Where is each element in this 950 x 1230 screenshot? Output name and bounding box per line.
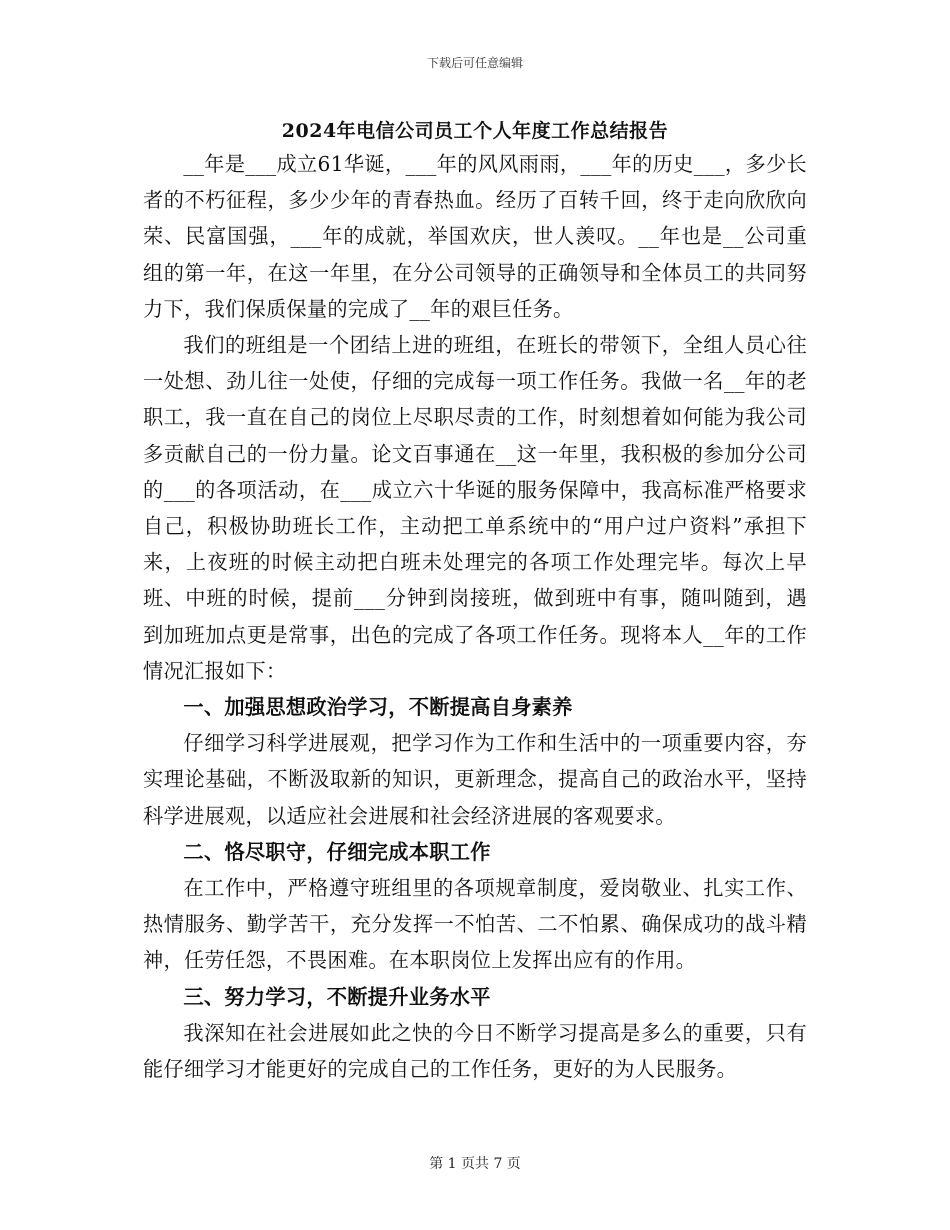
paragraph-team: 我们的班组是一个团结上进的班组，在班长的带领下，全组人员心往一处想、劲儿往一处使，仔细的完成每一项工作任务。我做一名__年的老职工，我一直在自己的岗位上尽职尽责的工作，时刻想着如何能为我公司多贡献自己的一份力量。论文百事通在__这一年里，我积极的参加分公司的___的各项活动，在___成立六十华诞的服务保障中，我高标准严格要求自己，积极协助班长工作，主动把工单系统中的“用户过户资料”承担下来，上夜班的时候主动把白班未处理完的各项工作处理完毕。每次上早班、中班的时候，提前___分钟到岗接班，做到班中有事，随叫随到，遇到加班加点更是常事，出色的完成了各项工作任务。现将本人__年的工作情况汇报如下：: [143, 333, 807, 683]
section-heading-2: 二、恪尽职守，仔细完成本职工作: [183, 839, 491, 864]
document-title: 2024年电信公司员工个人年度工作总结报告: [281, 120, 669, 142]
page-footer: 第 1 页共 7 页: [429, 1156, 521, 1172]
paragraph-intro: __年是___成立61华诞，___年的风风雨雨，___年的历史___，多少长者的不朽征程，多少少年的青春热血。经历了百转千回，终于走向欣欣向荣、民富国强，___年的成就，举国欢庆，世人羡叹。__年也是__公司重组的第一年，在这一年里，在分公司领导的正确领导和全体员工的共同努力下，我们保质保量的完成了__年的艰巨任务。: [143, 152, 807, 321]
section-text-2: 在工作中，严格遵守班组里的各项规章制度，爱岗敬业、扎实工作、热情服务、勤学苦干，充分发挥一不怕苦、二不怕累、确保成功的战斗精神，任劳任怨，不畏困难。在本职岗位上发挥出应有的作用。: [143, 876, 807, 973]
section-heading-3: 三、努力学习，不断提升业务水平: [183, 984, 491, 1009]
section-text-3: 我深知在社会进展如此之快的今日不断学习提高是多么的重要，只有能仔细学习才能更好的完成自己的工作任务，更好的为人民服务。: [143, 1020, 807, 1082]
header-note: 下载后可任意编辑: [426, 56, 523, 70]
document-body: [143, 146, 807, 1087]
section-text-1: 仔细学习科学进展观，把学习作为工作和生活中的一项重要内容，夯实理论基础，不断汲取新的知识，更新理念，提高自己的政治水平，坚持科学进展观，以适应社会进展和社会经济进展的客观要求。: [143, 731, 807, 828]
section-heading-1: 一、加强思想政治学习，不断提高自身素养: [183, 695, 573, 720]
